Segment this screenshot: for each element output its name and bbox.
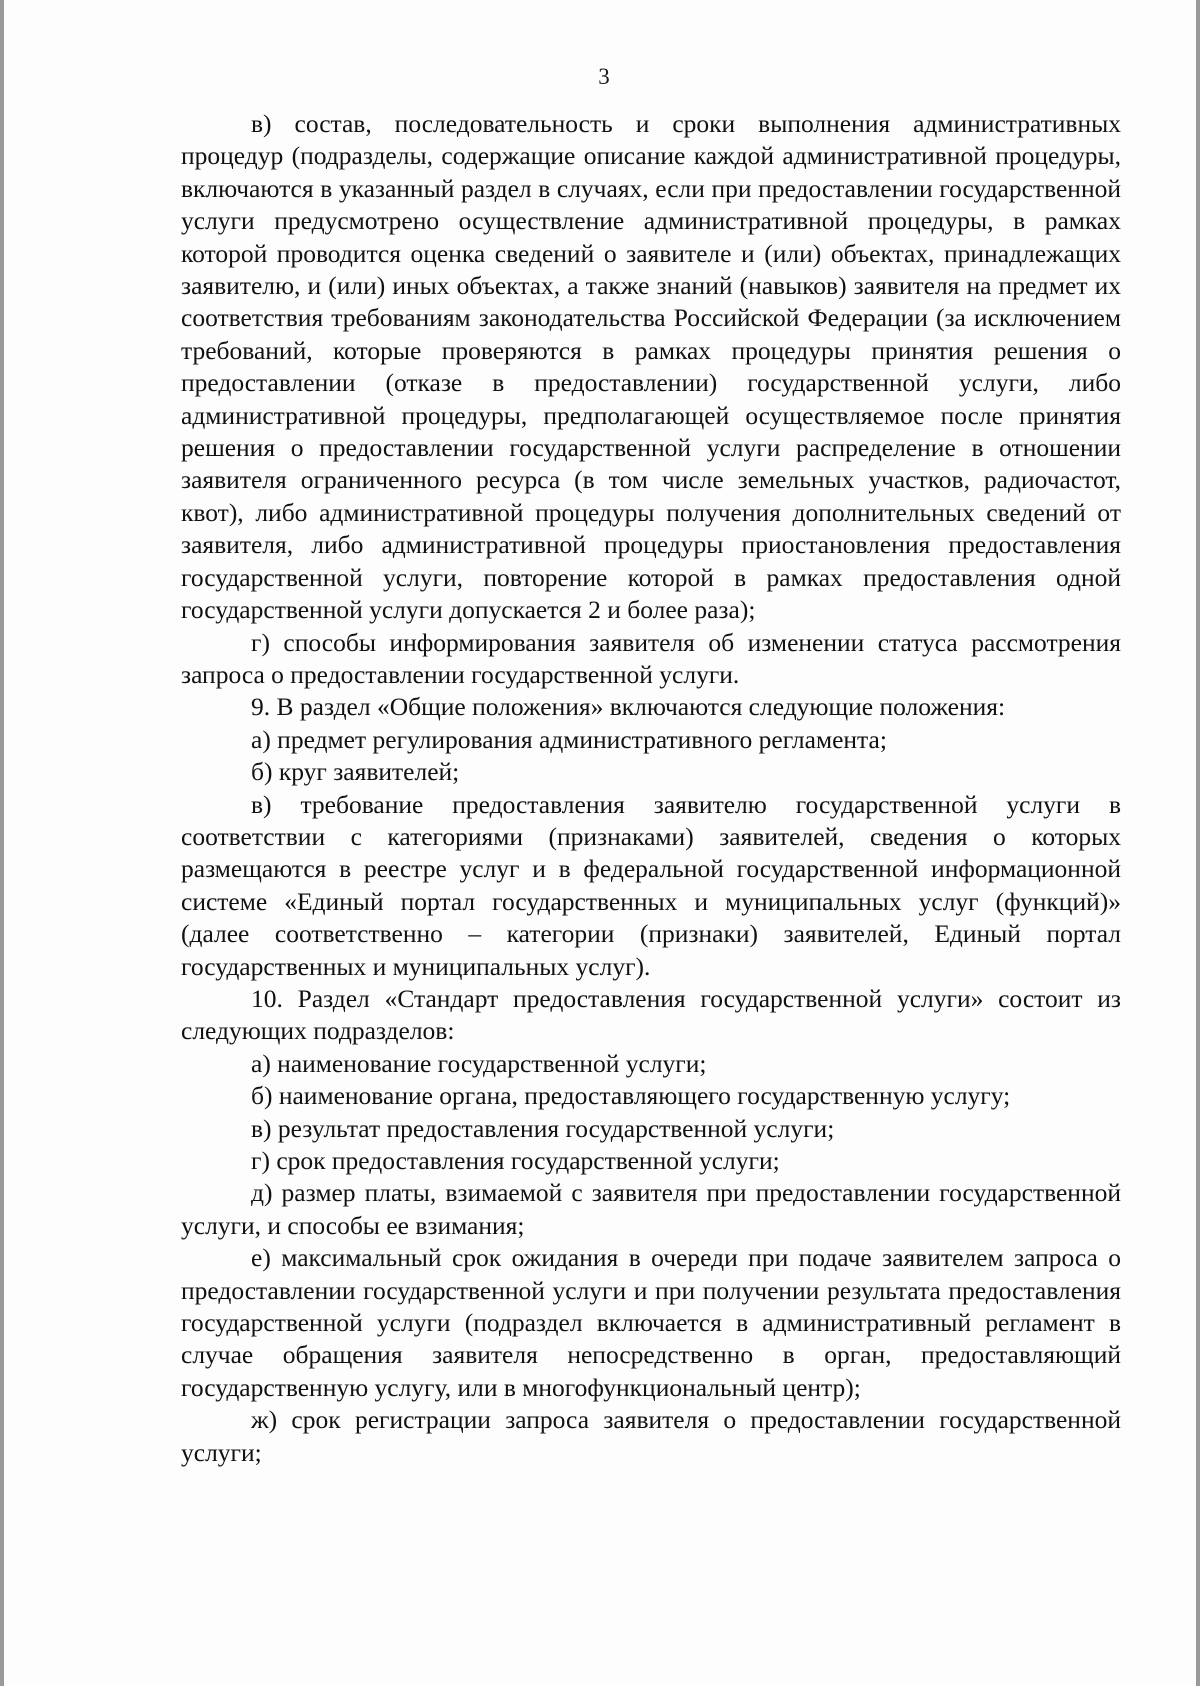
paragraph-v-procedures: в) состав, последовательность и сроки выполнения административных процедур (подразделы, содержащие описание каждой административной процедуры, включаются в указанный раздел в случаях, если при предоставлении государственной услуги предусмотрено осуществление административной процедуры, в рамках которой проводится оценка сведений о заявителе и (или) объектах, принадлежащих заявителю, и (или) иных объектах, а также знаний (навыков) заявителя на предмет их соответствия требованиям законодательства Российской Федерации (за исключением требований, которые проверяются в рамках процедуры принятия решения о предоставлении (отказе в предоставлении) государственной услуги, либо административной процедуры, предполагающей осуществляемое после принятия решения о предоставлении государственной услуги распределение в отношении заявителя ограниченного ресурса (в том числе земельных участков, радиочастот, квот), либо административной процедуры получения дополнительных сведений от заявителя, либо административной процедуры приостановления предоставления государственной услуги, повторение которой в рамках предоставления одной государственной услуги допускается 2 и более раза); bbox=[181, 109, 1121, 625]
paragraph-10-standard: 10. Раздел «Стандарт предоставления государственной услуги» состоит из следующих подразделов: bbox=[181, 983, 1121, 1046]
paragraph-10zh-registration: ж) срок регистрации запроса заявителя о предоставлении государственной услуги; bbox=[181, 1405, 1121, 1467]
paragraph-g-informing: г) способы информирования заявителя об изменении статуса рассмотрения запроса о предоставлении государственной услуги. bbox=[181, 627, 1121, 689]
paragraph-10a-name: а) наименование государственной услуги; bbox=[251, 1048, 707, 1078]
paragraph-10v-result: в) результат предоставления государственной услуги; bbox=[251, 1113, 835, 1143]
paragraph-9a-subject: а) предмет регулирования административного регламента; bbox=[251, 724, 887, 754]
paragraph-10e-queue: е) максимальный срок ожидания в очереди при подаче заявителем запроса о предоставлении государственной услуги и при получении результата предоставления государственной услуги (подраздел включается в административный регламент в случае обращения заявителя непосредственно в орган, предоставляющий государственную услугу, или в многофункциональный центр); bbox=[181, 1243, 1121, 1402]
paragraph-10b-authority: б) наименование органа, предоставляющего государственную услугу; bbox=[251, 1081, 1011, 1111]
paragraph-10g-term: г) срок предоставления государственной услуги; bbox=[251, 1146, 780, 1175]
paragraph-9b-applicants: б) круг заявителей; bbox=[251, 757, 460, 787]
paragraph-9v-requirement: в) требование предоставления заявителю государственной услуги в соответствии с категориями (признаками) заявителей, сведения о которых размещаются в реестре услуг и в федеральной государственной информационной системе «Единый портал государственных и муниципальных услуг (функций)» (далее соответственно – категории (признаки) заявителей, Единый портал государственных и муниципальных услуг). bbox=[181, 789, 1121, 981]
page-number: 3 bbox=[598, 64, 610, 89]
paragraph-10d-fee: д) размер платы, взимаемой с заявителя при предоставлении государственной услуги, и способы ее взимания; bbox=[181, 1178, 1121, 1240]
paragraph-9-general-provisions: 9. В раздел «Общие положения» включаются следующие положения: bbox=[251, 692, 1006, 722]
document-body bbox=[181, 108, 1121, 1469]
